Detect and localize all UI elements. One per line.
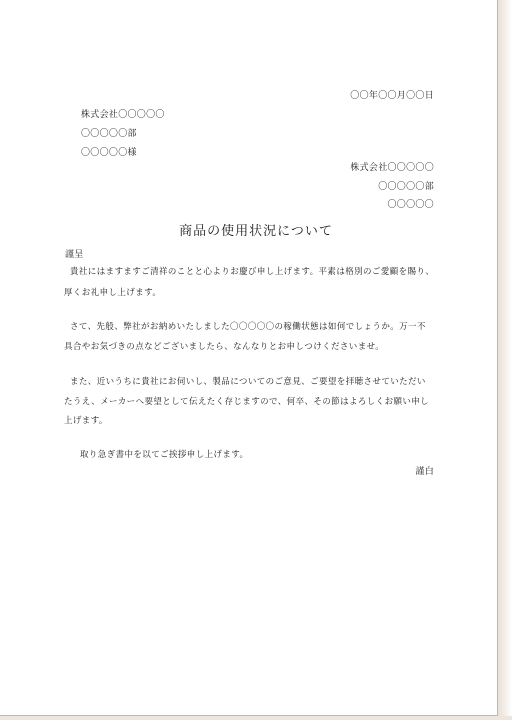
recipient-person: 〇〇〇〇〇様 <box>81 148 137 158</box>
sender-company: 株式会社〇〇〇〇〇 <box>350 163 434 173</box>
letter-title: 商品の使用状況について <box>179 224 333 239</box>
paragraph-2-line-1: さて、先般、弊社がお納めいたしました〇〇〇〇〇の稼働状態は如何でしょうか。万一不 <box>70 322 426 332</box>
paragraph-4-line-1: 取り急ぎ書中を以てご挨拶申し上げます。 <box>80 450 249 460</box>
paragraph-3-line-1: また、近いうちに貴社にお伺いし、製品についてのご意見、ご要望を拝聴させていただい <box>70 377 426 387</box>
recipient-company: 株式会社〇〇〇〇〇 <box>81 110 165 120</box>
paragraph-1-line-1: 貴社にはますますご清祥のことと心よりお慶び申し上げます。平素は格別のご愛顧を賜り、 <box>70 267 435 277</box>
recipient-department: 〇〇〇〇〇部 <box>81 129 137 139</box>
paragraph-3-line-2: たうえ、メーカーへ要望として伝えたく存じますので、何卒、その節はよろしくお願い申し <box>64 397 430 407</box>
sender-department: 〇〇〇〇〇部 <box>378 182 434 192</box>
sender-name: 〇〇〇〇〇 <box>387 200 434 210</box>
page-bottom-shadow <box>0 716 512 720</box>
opening-word: 謹呈 <box>65 250 84 260</box>
paragraph-2-line-2: 具合やお気づきの点などございましたら、なんなりとお申しつけくださいませ。 <box>64 342 385 352</box>
paragraph-3-line-3: 上げます。 <box>64 416 108 426</box>
letter-date: 〇〇年〇〇月〇〇日 <box>350 91 434 101</box>
page-edge-shadow <box>498 0 512 720</box>
closing-word: 謹白 <box>415 467 434 477</box>
paragraph-1-line-2: 厚くお礼申し上げます。 <box>64 288 162 298</box>
